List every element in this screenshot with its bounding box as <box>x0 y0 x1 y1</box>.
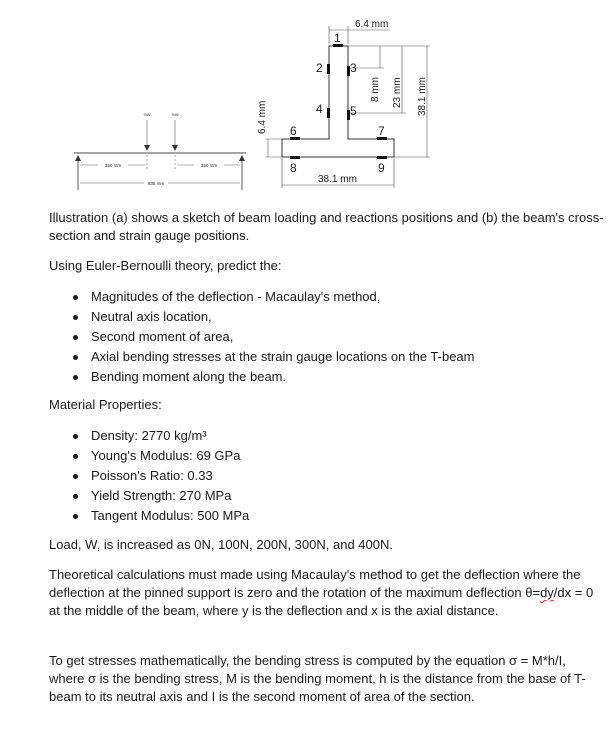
load-label-left: ½W <box>143 112 151 117</box>
load-label-right: ½W <box>171 112 179 117</box>
svg-text:7: 7 <box>378 124 385 138</box>
svg-text:5: 5 <box>350 104 357 118</box>
list-item: Bending moment along the beam. <box>49 367 604 387</box>
list-item: Young's Modulus: 69 GPa <box>49 446 604 466</box>
theory-paragraph: Theoretical calculations must made using Macaulay's method to get the deflection where the deflection at the pinned support is zero and the rotation of the maximum deflection θ=dy/dx = 0 at the middle of the beam, where y is the deflection and x is the axial distance. <box>49 567 594 618</box>
dim-top-width: 6.4 mm <box>355 19 389 30</box>
svg-text:1: 1 <box>334 31 341 45</box>
list-item: Density: 2770 kg/m³ <box>49 426 604 446</box>
svg-text:6: 6 <box>290 124 297 138</box>
material-heading: Material Properties: <box>49 397 162 412</box>
stress-paragraph: To get stresses mathematically, the bending stress is computed by the equation σ = M*h/I, where σ is the bending stress, M is the bending moment, h is the distance from the base of T-beam to its neutral axis and I is the second moment of area of the section. <box>49 653 586 704</box>
spellcheck-word: dy <box>540 585 554 600</box>
dim-left: 350 mm <box>104 163 122 168</box>
dim-8mm: 8 mm <box>370 77 381 102</box>
dim-flange-thickness: 6.4 mm <box>257 100 268 134</box>
list-item: Tangent Modulus: 500 MPa <box>49 506 604 526</box>
list-item: Yield Strength: 270 MPa <box>49 486 604 506</box>
dim-total: 835 mm <box>147 181 165 186</box>
list-item: Second moment of area, <box>49 327 604 347</box>
svg-text:2: 2 <box>316 61 323 75</box>
material-list <box>49 426 604 526</box>
load-paragraph: Load, W, is increased as 0N, 100N, 200N, 300N, and 400N. <box>49 537 393 552</box>
svg-text:8: 8 <box>290 161 297 175</box>
list-item: Axial bending stresses at the strain gauge locations on the T-beam <box>49 347 604 367</box>
t-section-diagram <box>0 0 450 200</box>
dim-right: 350 mm <box>200 163 218 168</box>
dim-height: 38.1 mm <box>417 77 428 116</box>
dim-base-width: 38.1 mm <box>318 174 357 185</box>
svg-text:4: 4 <box>316 102 323 116</box>
svg-text:3: 3 <box>350 61 357 75</box>
predict-list <box>49 287 604 387</box>
list-item: Poisson's Ratio: 0.33 <box>49 466 604 486</box>
list-item: Neutral axis location, <box>49 307 604 327</box>
predict-heading: Using Euler-Bernoulli theory, predict the: <box>49 258 282 273</box>
intro-paragraph: Illustration (a) shows a sketch of beam loading and reactions positions and (b) the beam's cross-section and strain gauge positions. <box>49 210 604 243</box>
svg-text:9: 9 <box>378 161 385 175</box>
dim-23mm: 23 mm <box>392 77 403 108</box>
list-item: Magnitudes of the deflection - Macaulay's method, <box>49 287 604 307</box>
